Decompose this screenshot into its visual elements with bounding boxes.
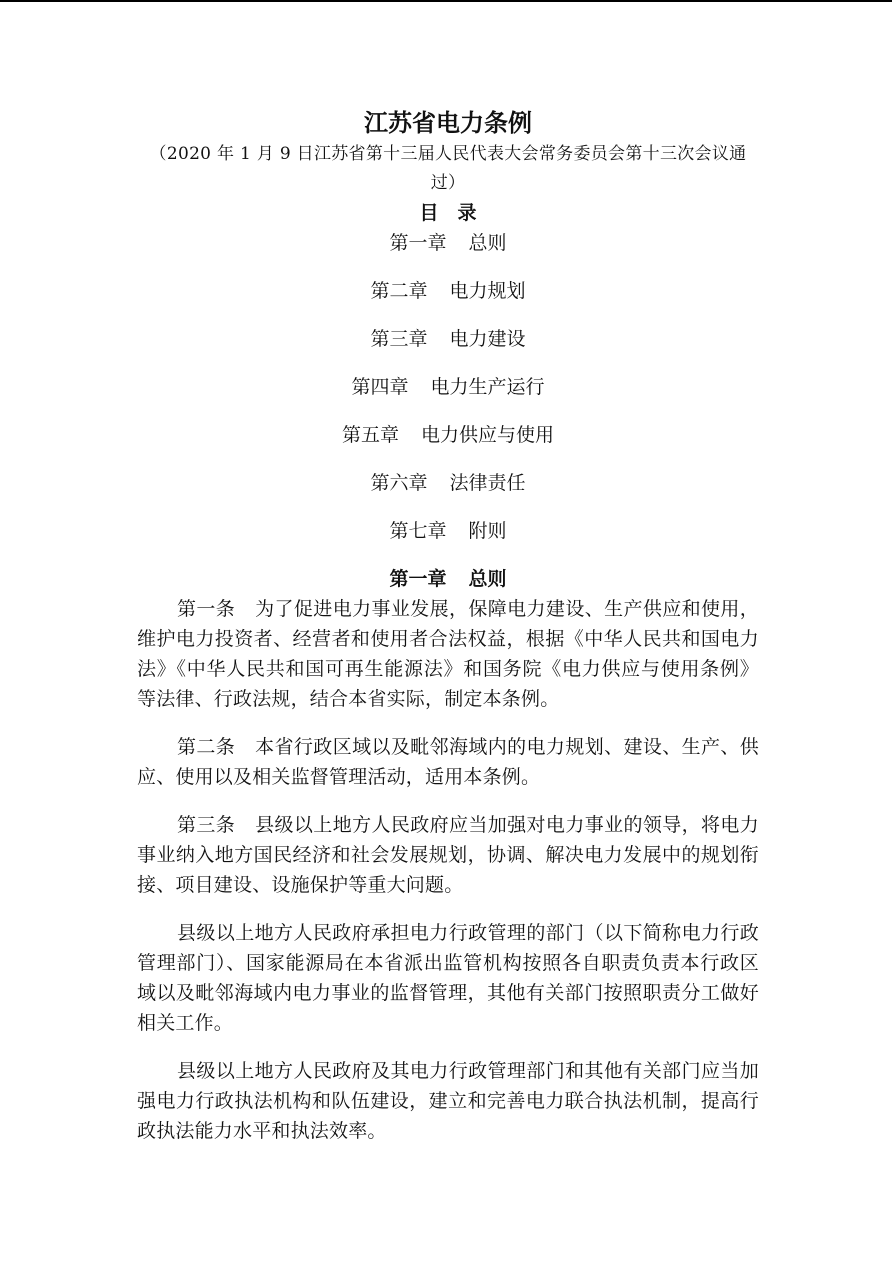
chapter-number: 第一章 [389,568,447,590]
chapter-heading [137,564,759,594]
document-subtitle: （2020 年 1 月 9 日江苏省第十三届人民代表大会常务委员会第十三次会议通过） [149,144,747,193]
toc-item [137,468,759,516]
article-label: 第二条 [177,736,236,758]
toc-item [137,276,759,324]
toc-chapter-name: 附则 [468,520,507,542]
article-label: 第一条 [177,598,236,620]
article-paragraph [137,1056,759,1146]
article-paragraph [137,594,759,714]
toc-chapter-name: 总则 [468,232,507,254]
top-border-line [0,0,892,2]
toc-chapter-number: 第七章 [389,520,447,542]
article-label: 第三条 [177,814,236,836]
toc-chapter-number: 第四章 [351,376,409,398]
toc-item [137,324,759,372]
toc-chapter-name: 电力生产运行 [430,376,545,398]
toc-chapter-number: 第六章 [370,472,428,494]
toc-chapter-number: 第一章 [389,232,447,254]
toc-item [137,228,759,276]
toc-chapter-name: 电力建设 [449,328,526,350]
toc-chapter-number: 第五章 [341,424,399,446]
document-page [137,106,759,1164]
toc-item [137,372,759,420]
toc-chapter-name: 法律责任 [449,472,526,494]
toc-chapter-number: 第二章 [370,280,428,302]
article-text: 县级以上地方人民政府应当加强对电力事业的领导，将电力事业纳入地方国民经济和社会发展规划，协调、解决电力发展中的规划衔接、项目建设、设施保护等重大问题。 [137,814,759,896]
article-text: 县级以上地方人民政府承担电力行政管理的部门（以下简称电力行政管理部门）、国家能源局在本省派出监管机构按照各自职责负责本行政区域以及毗邻海域内电力事业的监督管理，其他有关部门按照职责分工做好相关工作。 [137,922,759,1034]
article-text: 本省行政区域以及毗邻海域内的电力规划、建设、生产、供应、使用以及相关监督管理活动，适用本条例。 [137,736,759,788]
toc-item [137,516,759,564]
article-text: 为了促进电力事业发展，保障电力建设、生产供应和使用，维护电力投资者、经营者和使用者合法权益，根据《中华人民共和国电力法》《中华人民共和国可再生能源法》和国务院《电力供应与使用条例》等法律、行政法规，结合本省实际，制定本条例。 [137,598,759,710]
toc-chapter-name: 电力规划 [449,280,526,302]
table-of-contents [137,228,759,564]
article-paragraph [137,810,759,900]
toc-item [137,420,759,468]
document-title: 江苏省电力条例 [364,109,532,137]
toc-heading: 目 录 [419,202,477,224]
article-text: 县级以上地方人民政府及其电力行政管理部门和其他有关部门应当加强电力行政执法机构和队伍建设，建立和完善电力联合执法机制，提高行政执法能力水平和执法效率。 [137,1060,759,1142]
toc-chapter-name: 电力供应与使用 [421,424,555,446]
article-paragraph [137,732,759,792]
chapter-name: 总则 [468,568,507,590]
toc-chapter-number: 第三章 [370,328,428,350]
article-paragraph [137,918,759,1038]
